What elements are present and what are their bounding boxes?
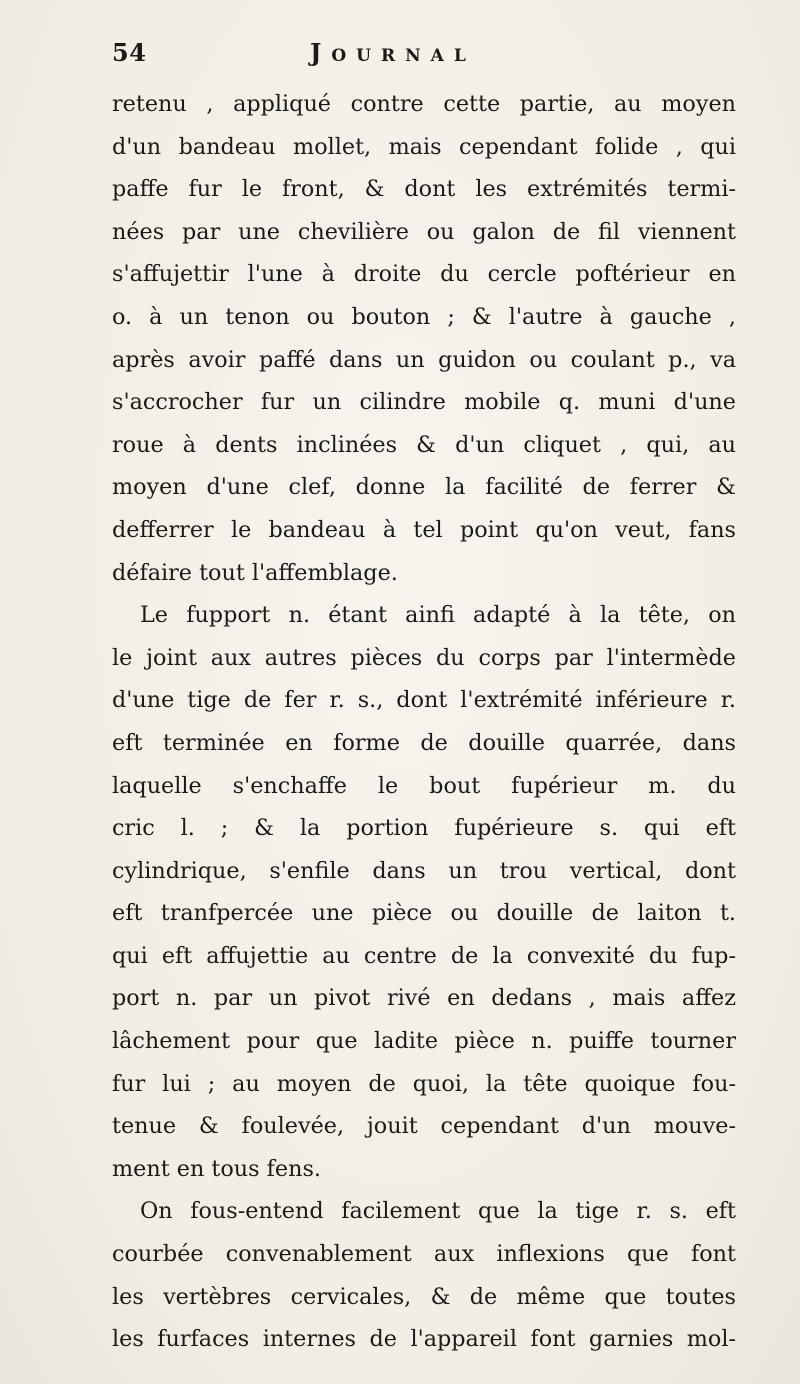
text-line: cylindrique, s'enfile dans un trou vertical, dont [112, 857, 736, 884]
text-line: ment en tous fens. [112, 1155, 322, 1182]
text-line: retenu , appliqué contre cette partie, au moyen [112, 91, 736, 117]
text-line: nées par une chevilière ou galon de fil viennent [112, 218, 736, 245]
text-line: défaire tout l'affemblage. [112, 559, 398, 586]
body-text [112, 83, 736, 1361]
running-title: Journal [310, 38, 476, 67]
text-line: Le fupport n. étant ainfi adapté à la tête, on [140, 602, 736, 629]
text-line: s'affujettir l'une à droite du cercle poftérieur en [112, 261, 736, 288]
text-line: fur lui ; au moyen de quoi, la tête quoique fou- [112, 1070, 736, 1097]
page-header [112, 38, 732, 78]
text-line: defferrer le bandeau à tel point qu'on veut, fans [112, 516, 736, 543]
page-number: 54 [112, 38, 147, 67]
text-line: lâchement pour que ladite pièce n. puiffe tourner [112, 1028, 736, 1055]
text-line: On fous-entend facilement que la tige r. s. eft [140, 1198, 736, 1225]
text-line: les furfaces internes de l'appareil font garnies mol- [112, 1326, 736, 1353]
text-line: qui eft affujettie au centre de la convexité du fup- [112, 942, 736, 969]
text-line: d'un bandeau mollet, mais cependant folide , qui [112, 133, 736, 160]
text-line: après avoir paffé dans un guidon ou coulant p., va [112, 346, 736, 373]
text-line: les vertèbres cervicales, & de même que toutes [112, 1283, 736, 1310]
text-line: s'accrocher fur un cilindre mobile q. muni d'une [112, 389, 736, 416]
text-line: roue à dents inclinées & d'un cliquet , qui, au [112, 431, 736, 458]
text-line: o. à un tenon ou bouton ; & l'autre à gauche , [112, 303, 736, 330]
text-line: paffe fur le front, & dont les extrémités termi- [112, 176, 736, 203]
text-line: d'une tige de fer r. s., dont l'extrémité inférieure r. [112, 687, 736, 714]
text-line: port n. par un pivot rivé en dedans , mais affez [112, 985, 736, 1012]
text-line: tenue & foulevée, jouit cependant d'un mouve- [112, 1113, 736, 1140]
text-line: laquelle s'enchaffe le bout fupérieur m. du [112, 772, 736, 799]
text-line: moyen d'une clef, donne la facilité de ferrer & [112, 474, 736, 501]
text-line: courbée convenablement aux inflexions que font [112, 1241, 736, 1268]
text-line: eft terminée en forme de douille quarrée, dans [112, 729, 736, 756]
text-line: le joint aux autres pièces du corps par l'intermède [112, 644, 736, 671]
text-line: eft tranfpercée une pièce ou douille de laiton t. [112, 900, 736, 927]
text-line: cric l. ; & la portion fupérieure s. qui eft [112, 815, 736, 842]
